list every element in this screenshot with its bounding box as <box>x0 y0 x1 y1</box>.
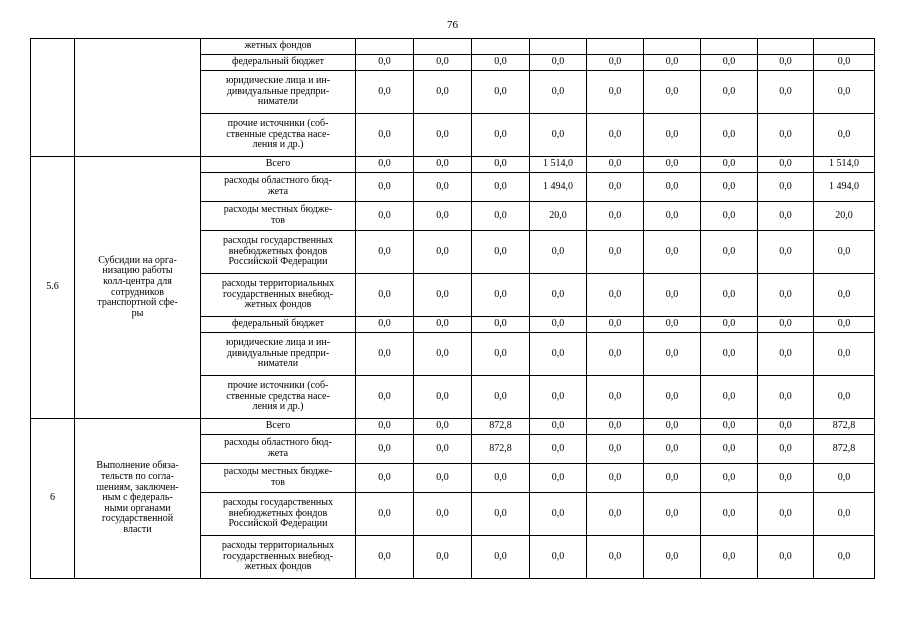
value-cell: 0,0 <box>472 55 530 71</box>
value-cell: 0,0 <box>414 157 472 173</box>
value-cell: 0,0 <box>644 157 701 173</box>
value-cell: 0,0 <box>644 317 701 333</box>
value-cell: 0,0 <box>758 419 814 435</box>
table-row <box>31 419 875 435</box>
funding-source-cell: расходы территориальных государственных внебюд- жетных фондов <box>201 536 356 579</box>
value-cell <box>530 39 587 55</box>
value-cell <box>356 39 414 55</box>
value-cell: 0,0 <box>414 333 472 376</box>
value-cell: 0,0 <box>530 114 587 157</box>
value-cell: 0,0 <box>758 464 814 493</box>
value-cell: 0,0 <box>701 231 758 274</box>
value-cell: 0,0 <box>701 317 758 333</box>
funding-source-cell: расходы местных бюдже- тов <box>201 202 356 231</box>
value-cell: 0,0 <box>758 435 814 464</box>
value-cell: 872,8 <box>814 419 875 435</box>
value-cell: 0,0 <box>587 419 644 435</box>
value-cell: 0,0 <box>701 202 758 231</box>
value-cell: 0,0 <box>701 493 758 536</box>
value-cell: 0,0 <box>530 55 587 71</box>
value-cell: 0,0 <box>356 173 414 202</box>
funding-source-cell: жетных фондов <box>201 39 356 55</box>
value-cell: 0,0 <box>356 231 414 274</box>
item-number-cell <box>31 39 75 157</box>
value-cell: 0,0 <box>701 464 758 493</box>
value-cell <box>587 39 644 55</box>
value-cell: 0,0 <box>414 114 472 157</box>
value-cell <box>472 39 530 55</box>
value-cell: 0,0 <box>472 202 530 231</box>
value-cell: 0,0 <box>644 435 701 464</box>
value-cell: 0,0 <box>814 536 875 579</box>
value-cell: 1 494,0 <box>530 173 587 202</box>
value-cell <box>414 39 472 55</box>
measure-name-cell: Выполнение обяза- тельств по согла- шениям, заключен- ным с федераль- ными органами государственной власти <box>75 419 201 579</box>
value-cell: 0,0 <box>758 274 814 317</box>
value-cell: 0,0 <box>758 333 814 376</box>
value-cell: 0,0 <box>414 536 472 579</box>
value-cell: 0,0 <box>472 274 530 317</box>
value-cell: 0,0 <box>644 71 701 114</box>
value-cell: 0,0 <box>530 317 587 333</box>
page-number: 76 <box>447 19 458 31</box>
item-number-cell: 6 <box>31 419 75 579</box>
value-cell: 0,0 <box>356 114 414 157</box>
value-cell: 0,0 <box>814 55 875 71</box>
value-cell: 0,0 <box>701 435 758 464</box>
value-cell: 0,0 <box>758 536 814 579</box>
value-cell: 0,0 <box>356 274 414 317</box>
value-cell: 0,0 <box>587 493 644 536</box>
value-cell: 0,0 <box>758 157 814 173</box>
value-cell: 0,0 <box>472 173 530 202</box>
value-cell: 0,0 <box>414 173 472 202</box>
table-row <box>31 39 875 55</box>
value-cell: 0,0 <box>758 55 814 71</box>
value-cell: 0,0 <box>587 71 644 114</box>
funding-source-cell: расходы государственных внебюджетных фондов Российской Федерации <box>201 493 356 536</box>
value-cell: 0,0 <box>472 376 530 419</box>
value-cell <box>644 39 701 55</box>
value-cell: 0,0 <box>587 376 644 419</box>
value-cell: 0,0 <box>414 71 472 114</box>
value-cell: 0,0 <box>356 157 414 173</box>
funding-source-cell: расходы государственных внебюджетных фондов Российской Федерации <box>201 231 356 274</box>
value-cell: 0,0 <box>472 157 530 173</box>
value-cell: 0,0 <box>644 274 701 317</box>
value-cell: 0,0 <box>701 114 758 157</box>
funding-source-cell: расходы областного бюд- жета <box>201 173 356 202</box>
value-cell: 0,0 <box>587 435 644 464</box>
value-cell: 1 494,0 <box>814 173 875 202</box>
funding-source-cell: юридические лица и ин- дивидуальные предпри- ниматели <box>201 333 356 376</box>
value-cell: 0,0 <box>644 333 701 376</box>
value-cell: 0,0 <box>530 435 587 464</box>
measure-name-cell: Субсидии на орга- низацию работы колл-центра для сотрудников транспортной сфе- ры <box>75 157 201 419</box>
funding-source-cell: федеральный бюджет <box>201 55 356 71</box>
funding-source-cell: расходы территориальных государственных внебюд- жетных фондов <box>201 274 356 317</box>
value-cell: 0,0 <box>701 173 758 202</box>
value-cell: 0,0 <box>530 333 587 376</box>
value-cell: 0,0 <box>758 71 814 114</box>
value-cell: 0,0 <box>758 202 814 231</box>
value-cell: 0,0 <box>644 55 701 71</box>
value-cell: 0,0 <box>644 493 701 536</box>
value-cell: 0,0 <box>587 464 644 493</box>
value-cell: 0,0 <box>587 173 644 202</box>
value-cell: 0,0 <box>701 55 758 71</box>
funding-source-cell: Всего <box>201 157 356 173</box>
value-cell: 0,0 <box>414 419 472 435</box>
value-cell: 0,0 <box>356 419 414 435</box>
value-cell: 0,0 <box>814 464 875 493</box>
value-cell: 0,0 <box>644 114 701 157</box>
measure-name-cell <box>75 39 201 157</box>
value-cell: 0,0 <box>644 419 701 435</box>
value-cell: 0,0 <box>472 317 530 333</box>
value-cell: 0,0 <box>414 231 472 274</box>
value-cell: 0,0 <box>758 231 814 274</box>
value-cell: 1 514,0 <box>530 157 587 173</box>
value-cell: 0,0 <box>814 317 875 333</box>
value-cell: 0,0 <box>530 71 587 114</box>
value-cell: 872,8 <box>814 435 875 464</box>
value-cell: 0,0 <box>701 157 758 173</box>
value-cell: 0,0 <box>701 376 758 419</box>
value-cell: 0,0 <box>530 419 587 435</box>
value-cell: 0,0 <box>414 435 472 464</box>
funding-source-cell: прочие источники (соб- ственные средства насе- ления и др.) <box>201 376 356 419</box>
value-cell: 0,0 <box>644 173 701 202</box>
funding-source-cell: федеральный бюджет <box>201 317 356 333</box>
value-cell: 0,0 <box>530 464 587 493</box>
value-cell: 0,0 <box>814 71 875 114</box>
value-cell: 0,0 <box>587 333 644 376</box>
value-cell: 0,0 <box>587 202 644 231</box>
value-cell: 20,0 <box>530 202 587 231</box>
funding-source-cell: Всего <box>201 419 356 435</box>
value-cell: 0,0 <box>356 202 414 231</box>
value-cell: 0,0 <box>814 493 875 536</box>
value-cell: 0,0 <box>414 317 472 333</box>
value-cell: 0,0 <box>644 464 701 493</box>
value-cell: 0,0 <box>701 333 758 376</box>
value-cell <box>758 39 814 55</box>
value-cell: 0,0 <box>414 55 472 71</box>
value-cell: 0,0 <box>356 493 414 536</box>
value-cell: 0,0 <box>587 317 644 333</box>
value-cell: 20,0 <box>814 202 875 231</box>
value-cell: 0,0 <box>644 231 701 274</box>
value-cell: 0,0 <box>758 376 814 419</box>
value-cell: 0,0 <box>472 333 530 376</box>
value-cell: 0,0 <box>356 376 414 419</box>
value-cell: 0,0 <box>701 274 758 317</box>
value-cell: 0,0 <box>356 317 414 333</box>
value-cell: 0,0 <box>814 231 875 274</box>
value-cell: 0,0 <box>472 493 530 536</box>
value-cell: 0,0 <box>758 317 814 333</box>
value-cell: 0,0 <box>472 71 530 114</box>
value-cell: 0,0 <box>587 157 644 173</box>
funding-source-cell: прочие источники (соб- ственные средства насе- ления и др.) <box>201 114 356 157</box>
value-cell: 0,0 <box>587 536 644 579</box>
value-cell: 0,0 <box>701 536 758 579</box>
value-cell: 0,0 <box>414 493 472 536</box>
funding-source-cell: расходы областного бюд- жета <box>201 435 356 464</box>
value-cell <box>814 39 875 55</box>
value-cell: 872,8 <box>472 435 530 464</box>
value-cell: 0,0 <box>644 202 701 231</box>
value-cell: 0,0 <box>758 173 814 202</box>
value-cell: 0,0 <box>356 536 414 579</box>
funding-source-cell: расходы местных бюдже- тов <box>201 464 356 493</box>
value-cell: 0,0 <box>530 376 587 419</box>
value-cell: 0,0 <box>356 464 414 493</box>
value-cell: 0,0 <box>758 114 814 157</box>
value-cell: 0,0 <box>356 435 414 464</box>
value-cell: 0,0 <box>414 202 472 231</box>
value-cell: 0,0 <box>530 536 587 579</box>
value-cell: 0,0 <box>356 55 414 71</box>
value-cell: 0,0 <box>587 114 644 157</box>
value-cell: 872,8 <box>472 419 530 435</box>
table-row <box>31 157 875 173</box>
value-cell: 0,0 <box>701 419 758 435</box>
value-cell: 0,0 <box>472 536 530 579</box>
value-cell: 0,0 <box>472 114 530 157</box>
value-cell: 0,0 <box>587 55 644 71</box>
value-cell: 0,0 <box>814 274 875 317</box>
value-cell: 0,0 <box>472 231 530 274</box>
value-cell: 0,0 <box>644 376 701 419</box>
value-cell: 0,0 <box>758 493 814 536</box>
value-cell: 0,0 <box>530 274 587 317</box>
value-cell: 0,0 <box>587 231 644 274</box>
value-cell: 0,0 <box>701 71 758 114</box>
value-cell: 0,0 <box>587 274 644 317</box>
value-cell: 0,0 <box>644 536 701 579</box>
value-cell: 0,0 <box>814 333 875 376</box>
value-cell <box>701 39 758 55</box>
value-cell: 0,0 <box>356 71 414 114</box>
funding-source-cell: юридические лица и ин- дивидуальные предпри- ниматели <box>201 71 356 114</box>
value-cell: 0,0 <box>414 376 472 419</box>
value-cell: 0,0 <box>814 114 875 157</box>
value-cell: 0,0 <box>414 274 472 317</box>
value-cell: 0,0 <box>530 493 587 536</box>
value-cell: 0,0 <box>530 231 587 274</box>
value-cell: 0,0 <box>472 464 530 493</box>
budget-table <box>30 38 875 579</box>
value-cell: 0,0 <box>356 333 414 376</box>
value-cell: 0,0 <box>814 376 875 419</box>
item-number-cell: 5.6 <box>31 157 75 419</box>
value-cell: 1 514,0 <box>814 157 875 173</box>
value-cell: 0,0 <box>414 464 472 493</box>
